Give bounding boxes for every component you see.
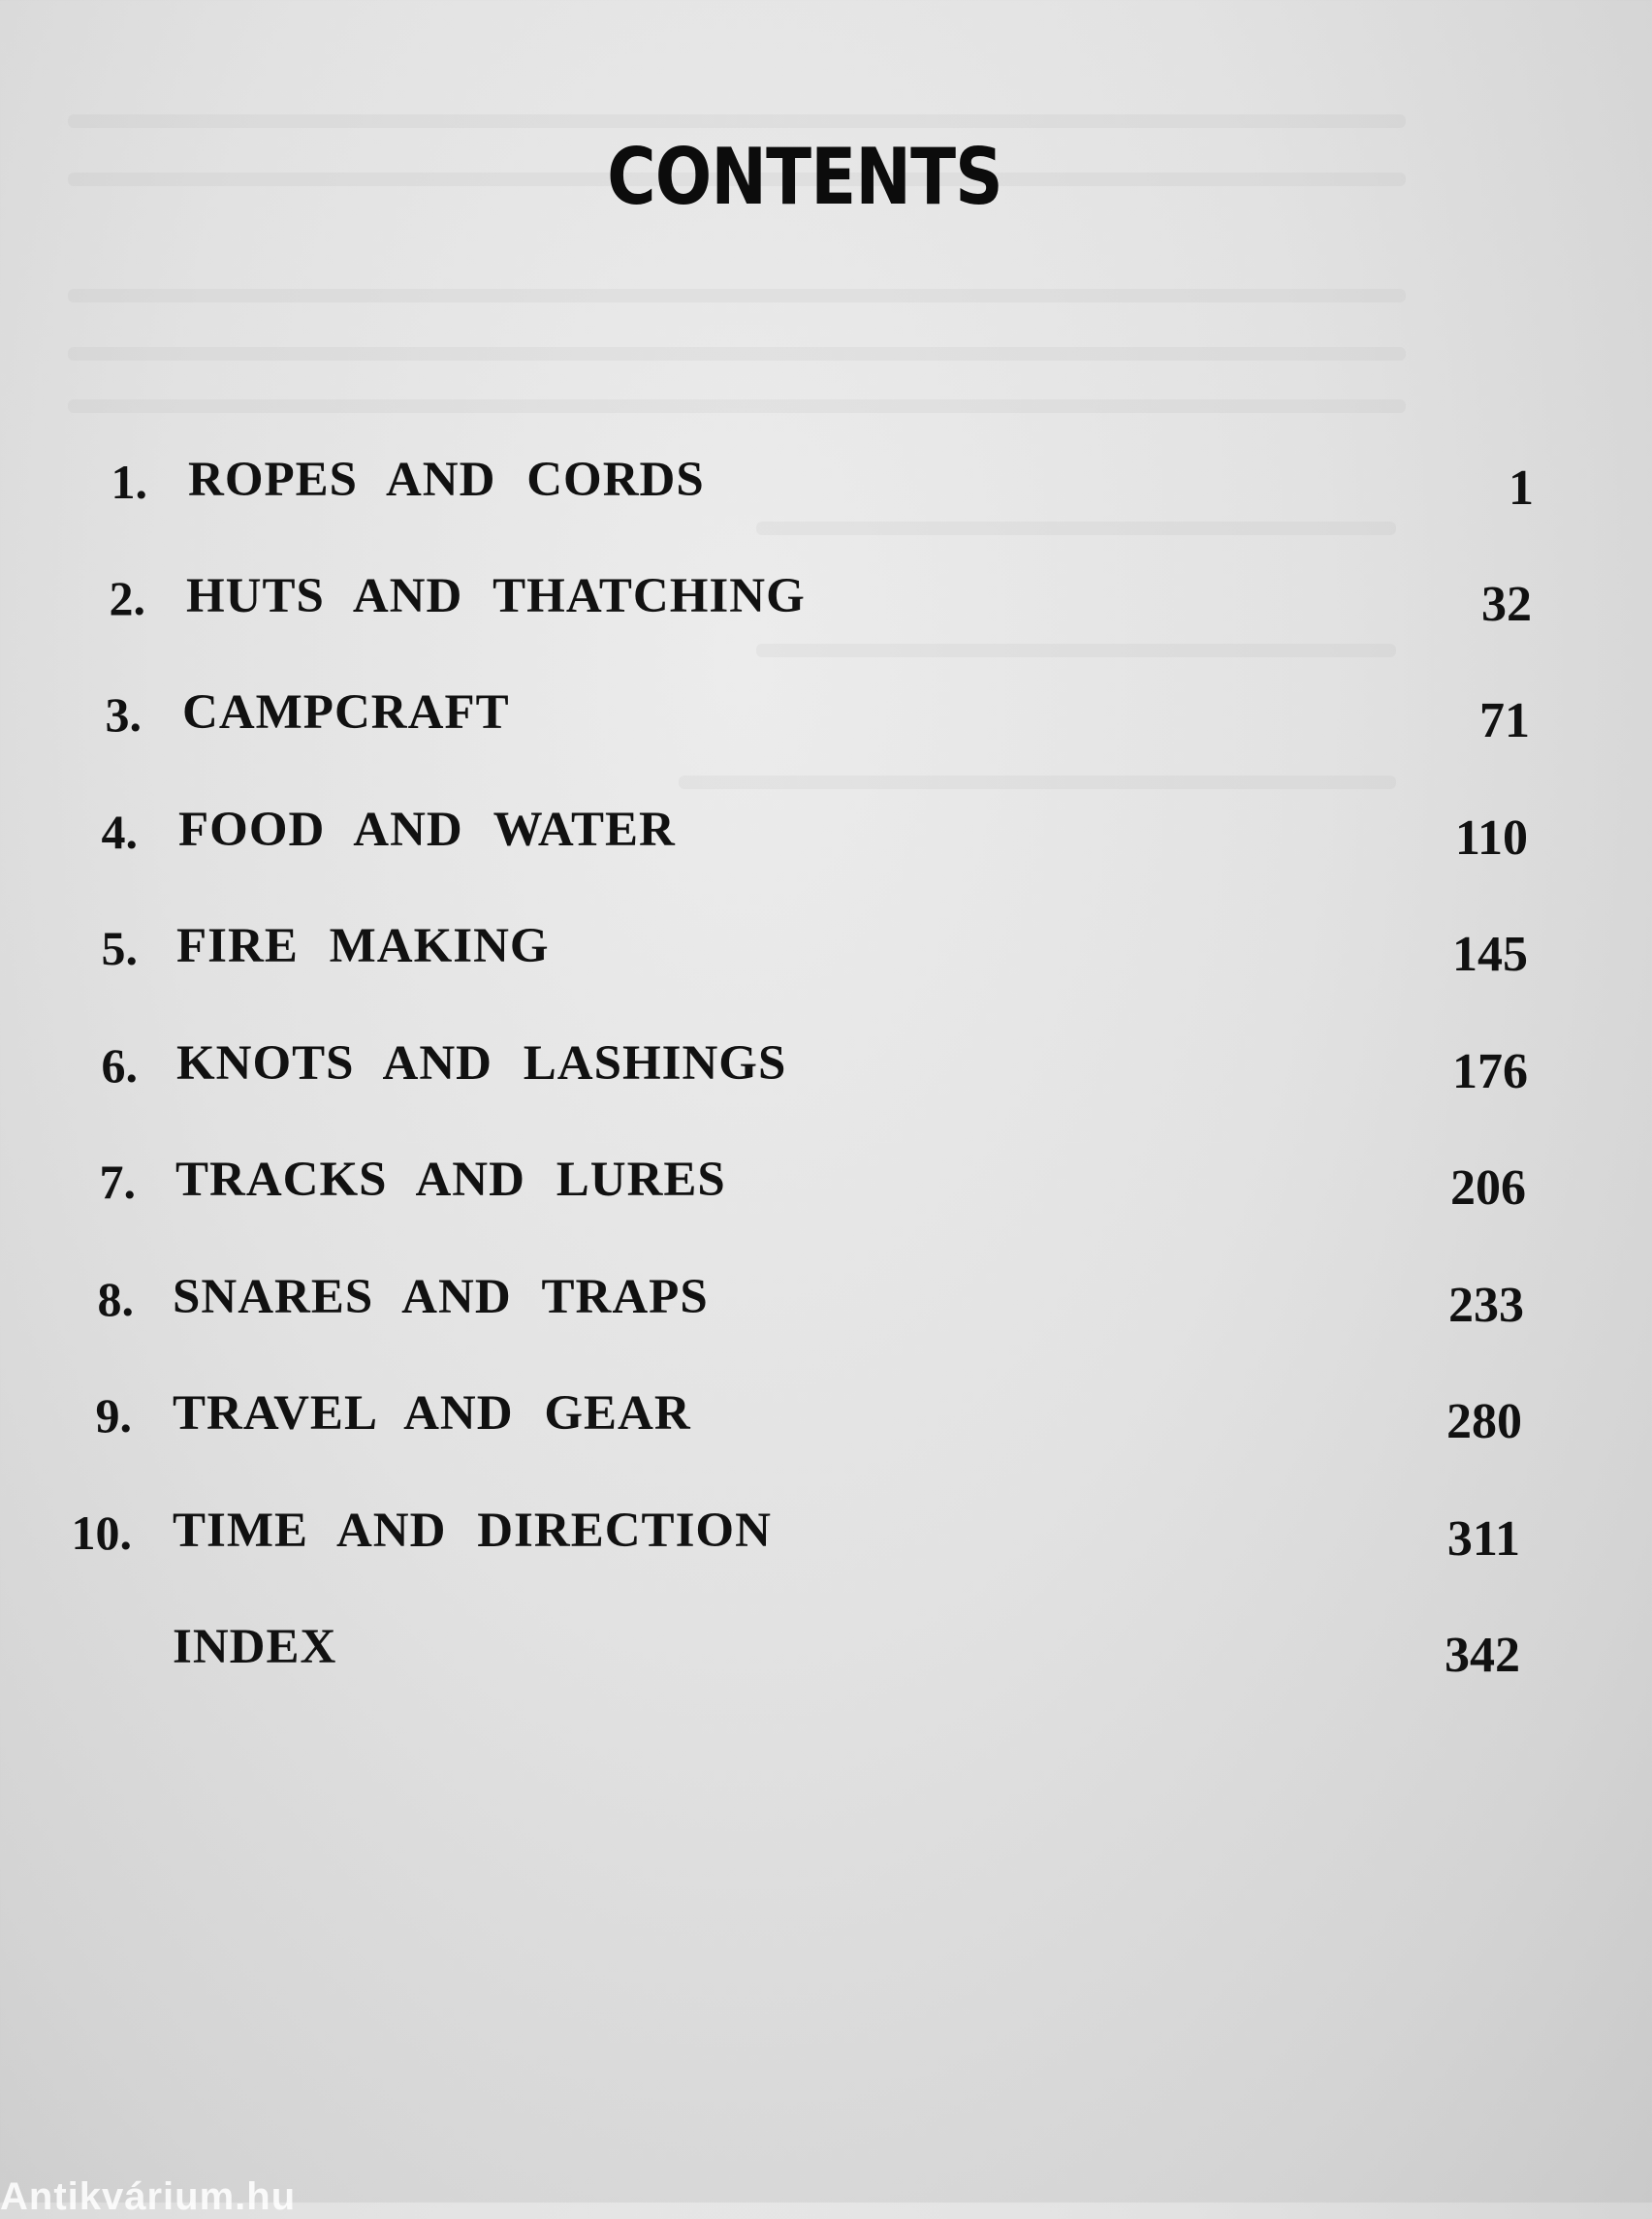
chapter-number: 1. — [111, 455, 147, 509]
chapter-title: FOOD AND WATER — [178, 803, 676, 857]
toc-entry[interactable] — [0, 1030, 1652, 1107]
chapter-title: TRACKS AND LURES — [175, 1153, 726, 1207]
chapter-title: ROPES AND CORDS — [188, 453, 705, 507]
show-through-line — [756, 644, 1396, 657]
chapter-number: 9. — [95, 1388, 132, 1442]
page-number: 176 — [1452, 1044, 1528, 1099]
page-number: 342 — [1445, 1628, 1520, 1683]
page-number: 32 — [1481, 577, 1532, 632]
page-number: 71 — [1479, 693, 1530, 748]
toc-entry[interactable] — [0, 679, 1652, 756]
page-number: 311 — [1446, 1511, 1520, 1567]
toc-entry[interactable] — [0, 1613, 1652, 1691]
show-through-line — [68, 347, 1406, 361]
toc-entry[interactable] — [0, 1146, 1652, 1223]
chapter-number: 8. — [97, 1272, 134, 1326]
show-through-line — [756, 522, 1396, 535]
show-through-line — [68, 289, 1406, 302]
toc-entry[interactable] — [0, 912, 1652, 990]
chapter-title: KNOTS AND LASHINGS — [176, 1036, 787, 1091]
page-number: 145 — [1452, 927, 1528, 982]
toc-entry[interactable] — [0, 562, 1652, 640]
chapter-number: 7. — [99, 1155, 136, 1209]
chapter-number: 4. — [101, 805, 138, 859]
show-through-line — [679, 776, 1396, 789]
chapter-number: 10. — [71, 1506, 132, 1560]
watermark: Antikvárium.hu — [0, 2175, 297, 2218]
chapter-title: CAMPCRAFT — [182, 685, 510, 740]
page-number: 280 — [1446, 1394, 1522, 1449]
index-title: INDEX — [173, 1620, 337, 1674]
toc-entry[interactable] — [0, 1263, 1652, 1341]
page-title: CONTENTS — [607, 132, 1002, 222]
chapter-title: SNARES AND TRAPS — [173, 1270, 709, 1324]
page-number: 1 — [1509, 460, 1534, 516]
page-number: 233 — [1448, 1278, 1524, 1333]
chapter-title: TIME AND DIRECTION — [173, 1504, 772, 1558]
page-number: 206 — [1450, 1160, 1526, 1216]
chapter-number: 5. — [101, 921, 138, 975]
chapter-title: TRAVEL AND GEAR — [173, 1386, 691, 1441]
toc-entry[interactable] — [0, 1379, 1652, 1457]
show-through-line — [68, 114, 1406, 128]
chapter-number: 2. — [109, 571, 145, 625]
chapter-title: HUTS AND THATCHING — [186, 569, 806, 623]
chapter-number: 6. — [101, 1038, 138, 1093]
page-number: 110 — [1454, 810, 1528, 866]
show-through-line — [68, 399, 1406, 413]
toc-entry[interactable] — [0, 796, 1652, 873]
chapter-number: 3. — [105, 687, 142, 742]
toc-entry[interactable] — [0, 1497, 1652, 1574]
chapter-title: FIRE MAKING — [176, 919, 550, 973]
toc-entry[interactable] — [0, 446, 1652, 523]
